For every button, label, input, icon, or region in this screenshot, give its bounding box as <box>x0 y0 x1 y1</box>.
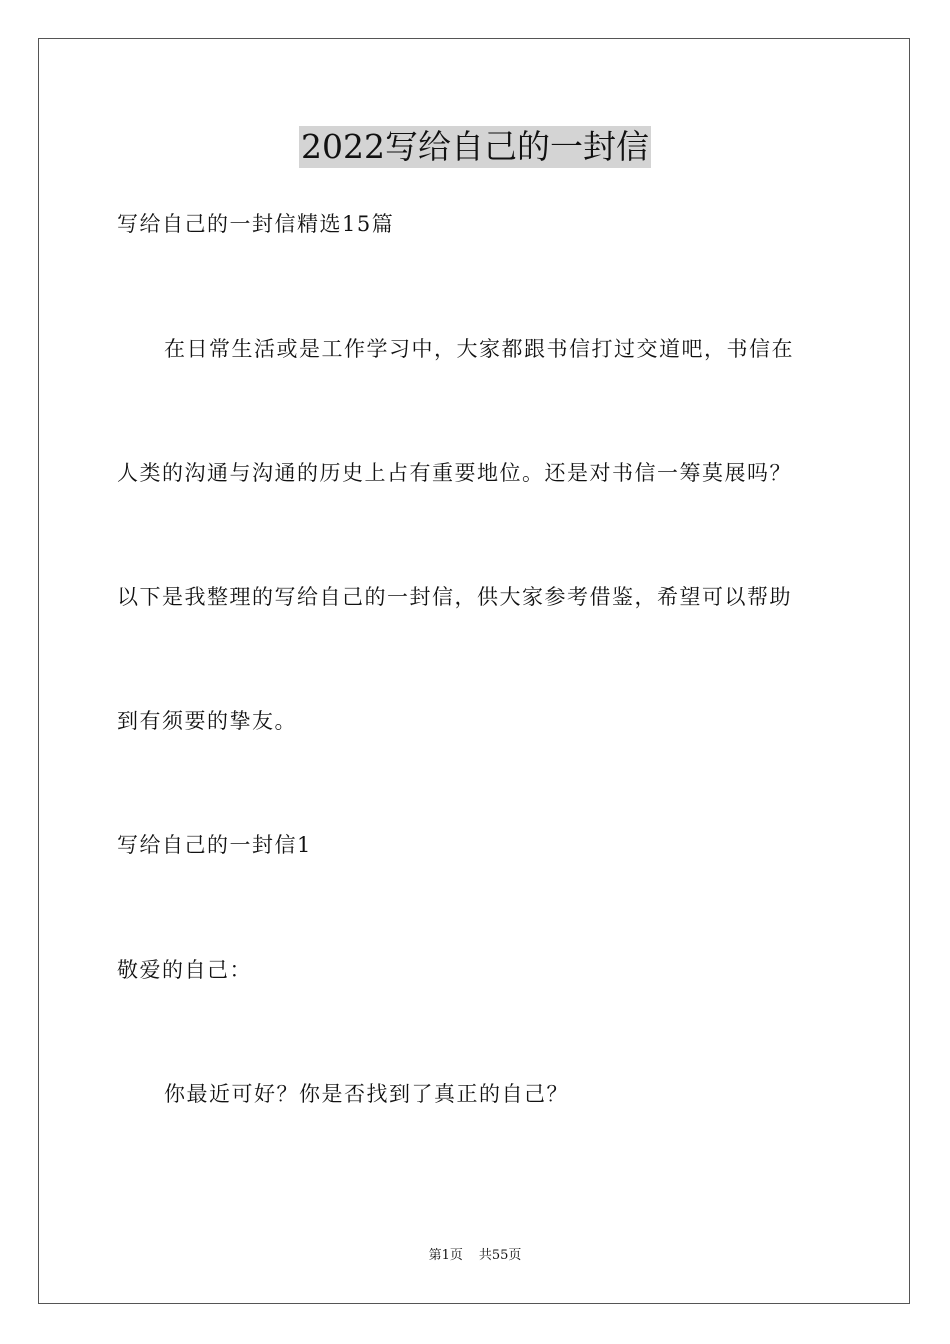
subtitle-line: 写给自己的一封信精选15篇 <box>117 212 395 236</box>
paragraph-line: 以下是我整理的写给自己的一封信，供大家参考借鉴，希望可以帮助 <box>117 585 792 609</box>
paragraph-line: 在日常生活或是工作学习中，大家都跟书信打过交道吧，书信在 <box>164 337 794 361</box>
salutation-line: 敬爱的自己： <box>117 958 252 982</box>
section-heading: 写给自己的一封信1 <box>117 833 312 857</box>
page-number: 第1页 <box>428 1248 463 1263</box>
page-total: 共55页 <box>478 1248 522 1263</box>
paragraph-line: 到有须要的挚友。 <box>117 709 297 733</box>
title-container <box>0 126 950 168</box>
page-footer <box>0 1246 950 1266</box>
document-title: 2022写给自己的一封信 <box>301 127 649 166</box>
paragraph-line: 你最近可好？你是否找到了真正的自己？ <box>164 1082 569 1106</box>
paragraph-line: 人类的沟通与沟通的历史上占有重要地位。还是对书信一筹莫展吗？ <box>117 461 792 485</box>
